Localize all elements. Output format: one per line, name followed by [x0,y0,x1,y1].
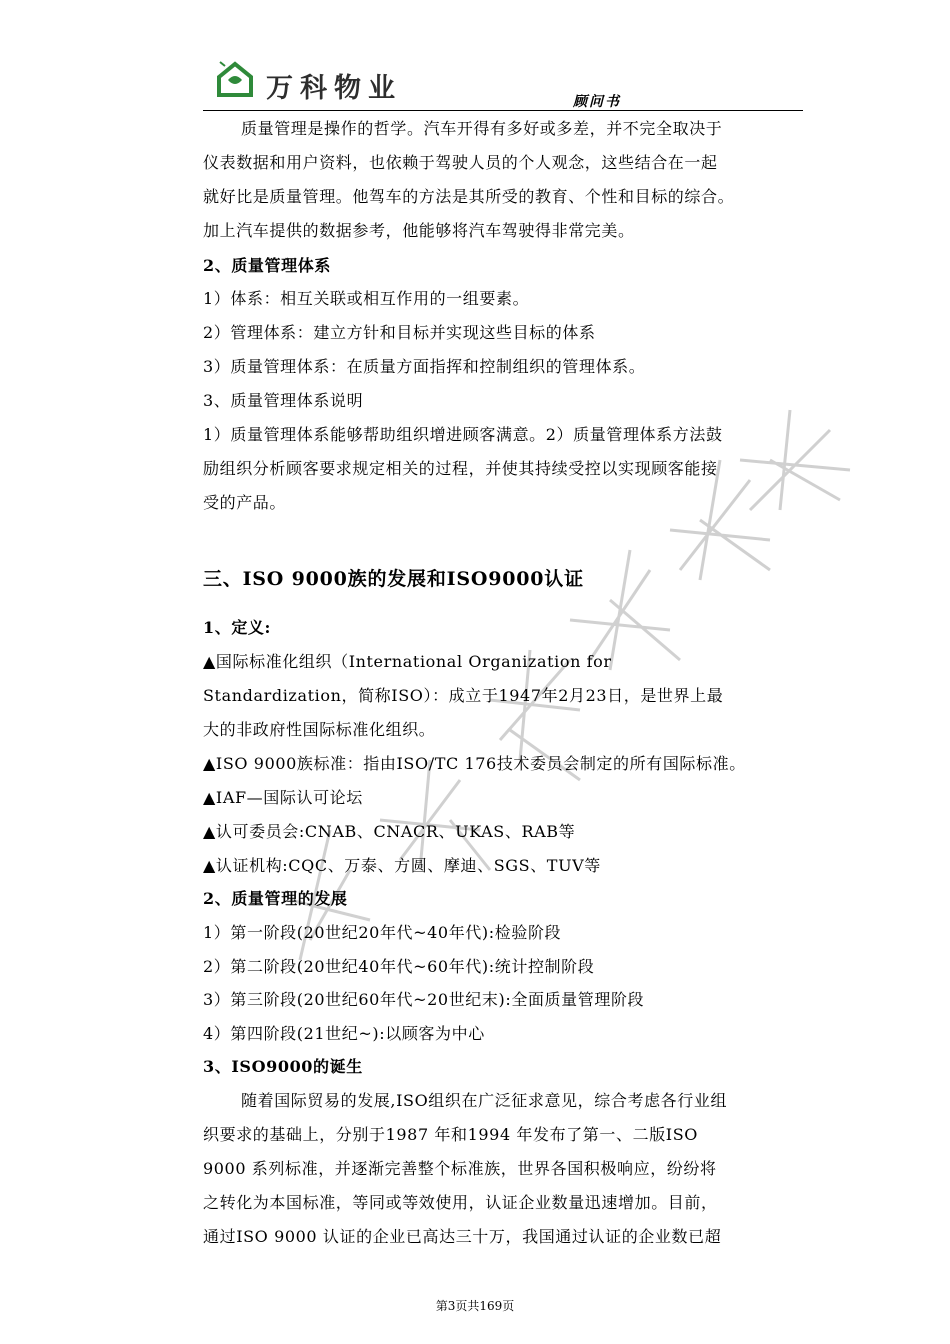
list-item: ▲国际标准化组织（International Organization for [203,652,612,671]
paragraph-line: 之转化为本国标准，等同或等效使用，认证企业数量迅速增加。目前， [203,1193,718,1212]
section-heading: 3、ISO9000的诞生 [203,1057,363,1076]
list-item: 2）第二阶段(20世纪40年代~60年代):统计控制阶段 [203,957,595,976]
paragraph-line: 励组织分析顾客要求规定相关的过程，并使其持续受控以实现顾客能接 [203,459,718,478]
list-item: 1）第一阶段(20世纪20年代~40年代):检验阶段 [203,923,562,942]
paragraph-line: 随着国际贸易的发展,ISO组织在广泛征求意见，综合考虑各行业组 [241,1091,728,1110]
list-item: 2）管理体系：建立方针和目标并实现这些目标的体系 [203,323,596,342]
list-item: 3）质量管理体系：在质量方面指挥和控制组织的管理体系。 [203,357,646,376]
paragraph-line: 质量管理是操作的哲学。汽车开得有多好或多差，并不完全取决于 [241,119,723,138]
house-leaf-icon [216,60,254,98]
list-item: ▲ISO 9000族标准：指由ISO/TC 176技术委员会制定的所有国际标准。 [203,754,746,773]
list-item: 大的非政府性国际标准化组织。 [203,720,436,739]
page-number: 第3页共169页 [435,1299,515,1313]
paragraph-line: 通过ISO 9000 认证的企业已高达三十万，我国通过认证的企业数已超 [203,1227,722,1246]
header-divider [203,110,803,111]
list-item: 4）第四阶段(21世纪~):以顾客为中心 [203,1024,485,1043]
list-item: 1）体系：相互关联或相互作用的一组要素。 [203,289,530,308]
list-item: ▲认可委员会:CNAB、CNACR、UKAS、RAB等 [203,822,576,841]
paragraph-line: 织要求的基础上，分别于1987 年和1994 年发布了第一、二版ISO [203,1125,699,1144]
list-item: ▲IAF—国际认可论坛 [203,788,363,807]
list-item: Standardization，简称ISO）：成立于1947年2月23日，是世界上最 [203,686,724,705]
section-heading: 3、质量管理体系说明 [203,391,364,410]
chapter-title: 三、ISO 9000族的发展和ISO9000认证 [203,568,584,590]
section-heading: 2、质量管理的发展 [203,889,348,908]
paragraph-line: 仪表数据和用户资料，也依赖于驾驶人员的个人观念，这些结合在一起 [203,153,718,172]
list-item: 3）第三阶段(20世纪60年代~20世纪末):全面质量管理阶段 [203,990,645,1009]
paragraph-line: 就好比是质量管理。他驾车的方法是其所受的教育、个性和目标的综合。 [203,187,735,206]
page-header [0,0,950,116]
document-label: 顾问书 [573,94,621,110]
company-logo-text: 万科物业 [266,73,402,104]
paragraph-line: 加上汽车提供的数据参考，他能够将汽车驾驶得非常完美。 [203,221,635,240]
section-heading: 1、定义: [203,618,272,637]
paragraph-line: 9000 系列标准，并逐渐完善整个标准族，世界各国积极响应，纷纷将 [203,1159,717,1178]
paragraph-line: 1）质量管理体系能够帮助组织增进顾客满意。2）质量管理体系方法鼓 [203,425,723,444]
paragraph-line: 受的产品。 [203,493,287,512]
section-heading: 2、质量管理体系 [203,256,331,275]
list-item: ▲认证机构:CQC、万泰、方圆、摩迪、SGS、TUV等 [203,856,601,875]
